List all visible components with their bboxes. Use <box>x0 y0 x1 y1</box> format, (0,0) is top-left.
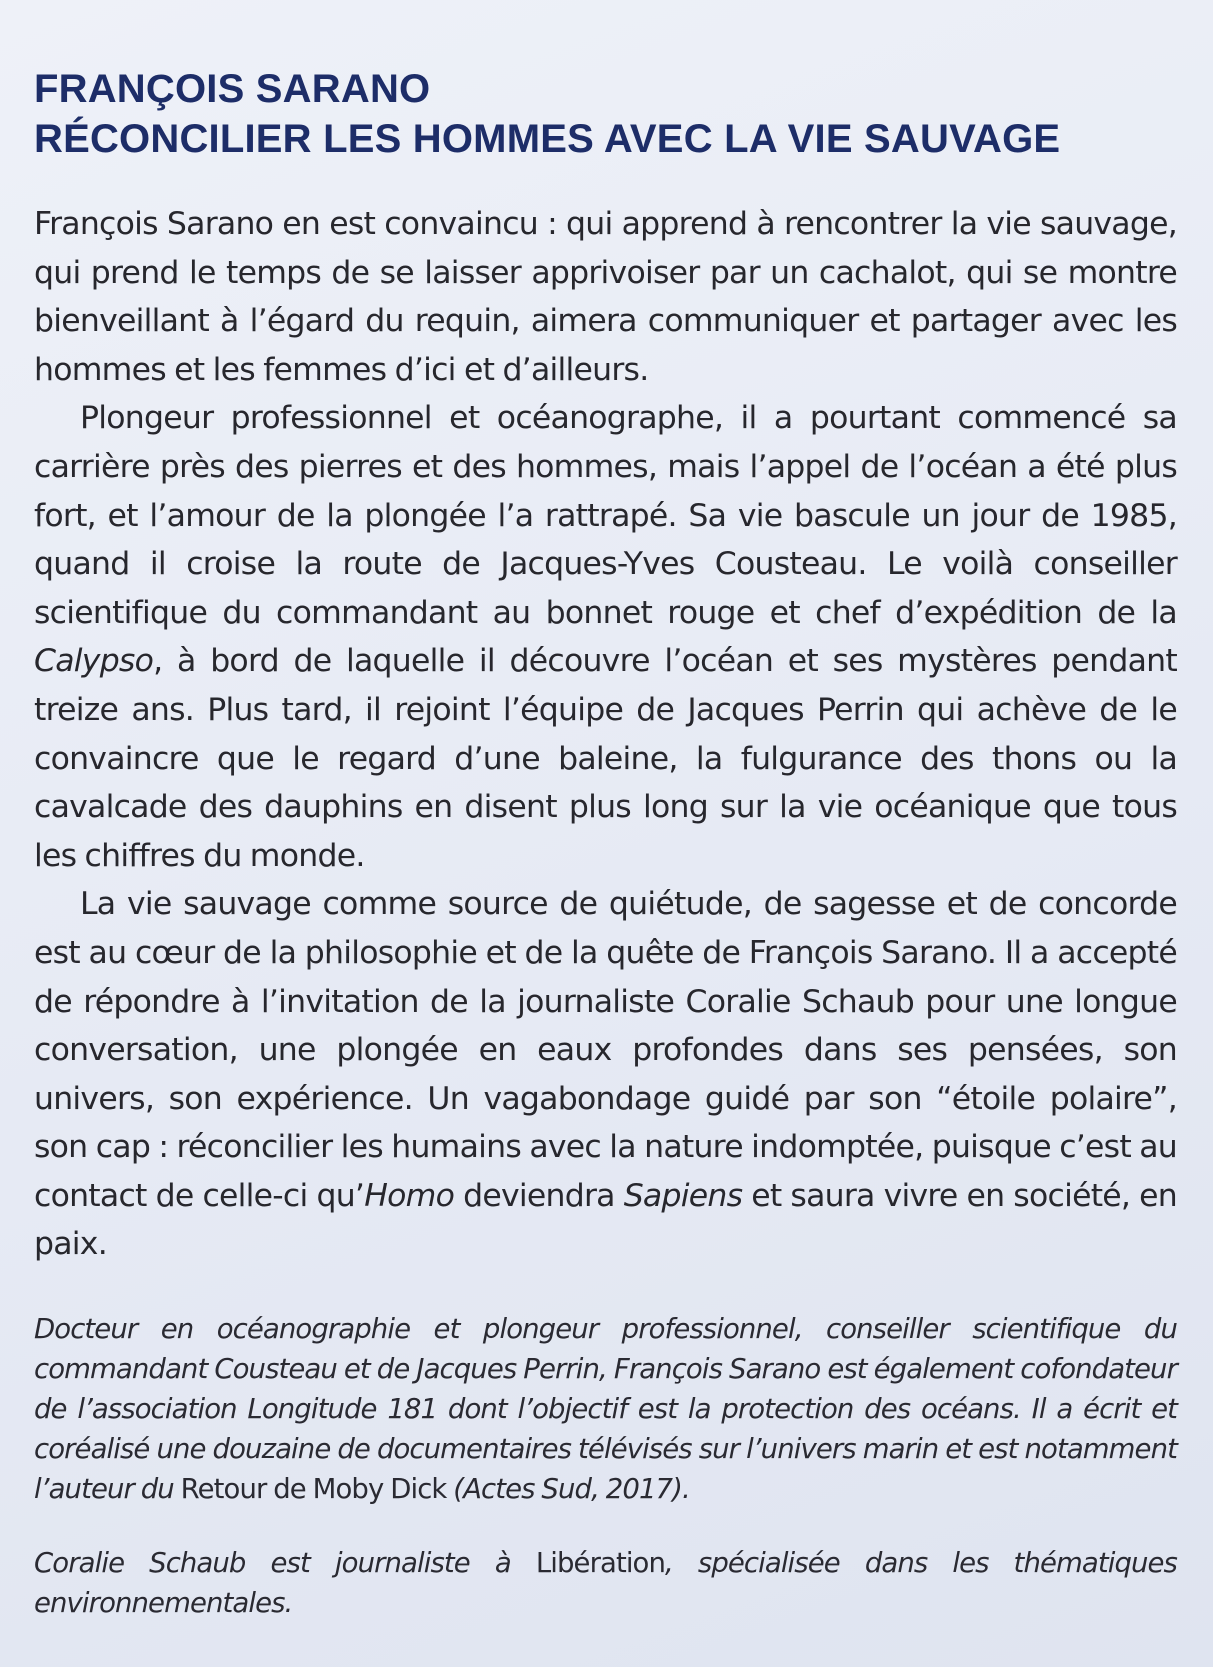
blurb-paragraph-3 <box>34 880 1177 1269</box>
blurb-paragraph-2-text-b: , à bord de laquelle il découvre l’océan et ses mystères pendant treize ans. Plus tard, il rejoint l’équipe de Jacques Perrin qui achève de le convaincre que le regard d’une baleine, la fulgurance des thons ou la cavalcade des dauphins en disent plus long sur la vie océanique que tous les chiffres du monde. <box>34 643 1177 874</box>
bio-schaub <box>34 1543 1177 1623</box>
author-name: FRANÇOIS SARANO <box>34 67 431 111</box>
blurb-paragraph-2 <box>34 394 1177 880</box>
blurb-paragraph-3-text-a: La vie sauvage comme source de quiétude, de sagesse et de concorde est au cœur de la philosophie et de la quête de François Sarano. Il a accepté de répondre à l’invitation de la journaliste Coralie Schaub pour une longue conversation, une plongée en eaux profondes dans ses pensées, son univers, son expérience. Un vagabondage guidé par son “étoile polaire”, son cap : réconcilier les humains avec la nature indomptée, puisque c’est au contact de celle-ci qu’ <box>34 886 1177 1214</box>
blurb-paragraph-1 <box>34 200 1177 394</box>
book-title: RÉCONCILIER LES HOMMES AVEC LA VIE SAUVAGE <box>34 117 1061 161</box>
bio-sarano-text-b: (Actes Sud, 2017). <box>446 1473 690 1506</box>
blurb-paragraph-2-text-a: Plongeur professionnel et océanographe, il a pourtant commencé sa carrière près des pierres et des hommes, mais l’appel de l’océan a été plus fort, et l’amour de la plongée l’a rattrapé. Sa vie bascule un jour de 1985, quand il croise la route de Jacques-Yves Cousteau. Le voilà conseiller scientifique du commandant au bonnet rouge et chef d’expédition de la <box>34 400 1177 631</box>
blurb-paragraph-3-text-c: et saura vivre en société, en paix. <box>34 1177 1178 1263</box>
ship-name: Calypso <box>34 643 154 680</box>
homo-word: Homo <box>364 1177 455 1214</box>
sapiens-word: Sapiens <box>623 1177 743 1214</box>
book-reference: Retour de Moby Dick <box>180 1473 447 1506</box>
blurb-paragraph-1-text: François Sarano en est convaincu : qui apprend à rencontrer la vie sauvage, qui prend le temps de se laisser apprivoiser par un cachalot, qui se montre bienveillant à l’égard du requin, aimera communiquer et partager avec les hommes et les femmes d’ici et d’ailleurs. <box>34 206 1177 388</box>
blurb-paragraph-3-text-b: deviendra <box>454 1177 624 1214</box>
bio-sarano-text-a: Docteur en océanographie et plongeur professionnel, conseiller scientifique du commandant Cousteau et de Jacques Perrin, François Sarano est également cofondateur de l’association Longitude 181 dont l’objectif est la protection des océans. Il a écrit et coréalisé une douzaine de documentaires télévisés sur l’univers marin et est notamment l’auteur du <box>34 1313 1177 1506</box>
author-bios <box>34 1309 1177 1623</box>
newspaper-name: Libération <box>535 1547 666 1580</box>
blurb <box>34 200 1177 1269</box>
bio-schaub-text-a: Coralie Schaub est journaliste à <box>34 1547 536 1580</box>
bio-sarano <box>34 1309 1177 1509</box>
bio-schaub-text-b: , spécialisée dans les thématiques environnementales. <box>34 1547 1177 1620</box>
cover-heading <box>34 64 1177 164</box>
